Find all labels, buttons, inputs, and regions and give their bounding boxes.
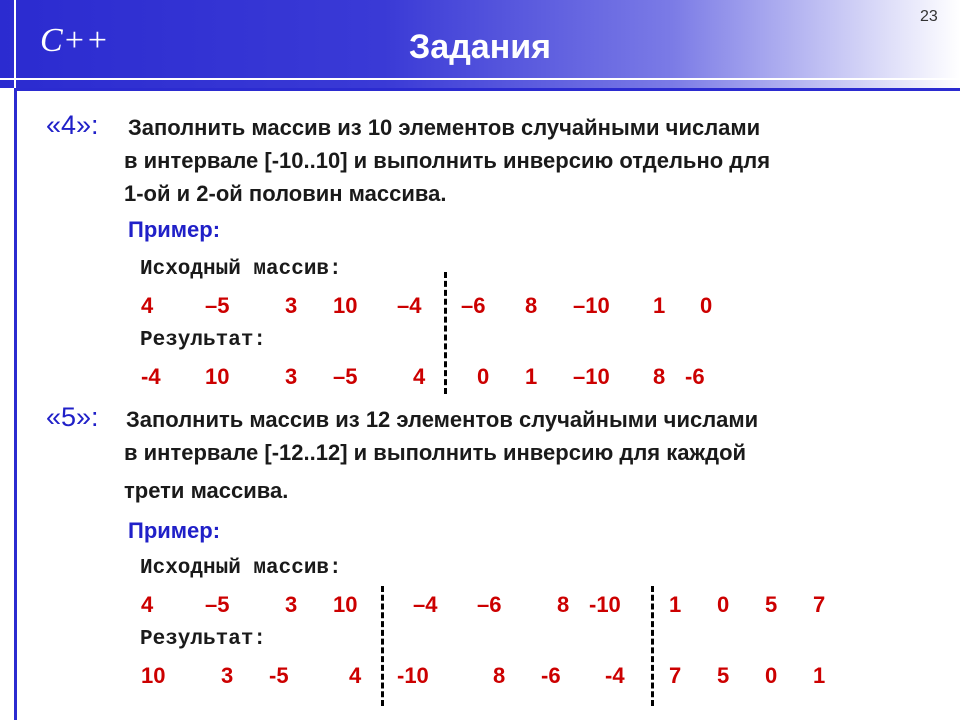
task-4-result-label: Результат: [140, 329, 267, 352]
task-4-line-2: в интервале [-10..10] и выполнить инверсию отдельно для [124, 148, 771, 173]
task-4-result-value: 1 [525, 364, 538, 389]
task-5-number: «5»: [46, 402, 99, 432]
task-4-source-value: 1 [653, 293, 666, 318]
task-5-result-value: 5 [717, 663, 730, 688]
task-4-source-value: –6 [461, 293, 486, 318]
task-5-result-value: -10 [397, 663, 429, 688]
task-5-line-3: трети массива. [124, 478, 289, 503]
task-4-result-value: -4 [141, 364, 161, 389]
task-4-result-value: 4 [413, 364, 426, 389]
task-5-source-value: –4 [413, 592, 438, 617]
task-5-result-value: -5 [269, 663, 289, 688]
task-4-source-label: Исходный массив: [140, 258, 342, 281]
left-rule-body [14, 88, 17, 720]
task-5-result-value: 1 [813, 663, 826, 688]
task-4-line-1: Заполнить массив из 10 элементов случайными числами [128, 115, 761, 140]
slide-title: Задания [409, 28, 551, 66]
task-5-source-value: -10 [589, 592, 621, 617]
header-divider [0, 78, 960, 80]
task-4-source-value: –4 [397, 293, 422, 318]
task-4-source-value: 4 [141, 293, 154, 318]
task-5-source-value: 4 [141, 592, 154, 617]
task-5-example-label: Пример: [128, 518, 221, 543]
task-4-result-value: -6 [685, 364, 705, 389]
task-5-result-value: 7 [669, 663, 682, 688]
task-5-third-divider-1 [381, 586, 384, 706]
task-5-source-value: 8 [557, 592, 570, 617]
task-4-source-value: –10 [573, 293, 610, 318]
task-5-source-value: 3 [285, 592, 298, 617]
task-5-source-value: 0 [717, 592, 730, 617]
cpp-logo: C++ [40, 22, 109, 59]
task-4-result-value: 0 [477, 364, 490, 389]
task-4-result-value: 10 [205, 364, 230, 389]
task-5-result-label: Результат: [140, 628, 267, 651]
task-5-result-value: 0 [765, 663, 778, 688]
task-5-source-value: –6 [477, 592, 502, 617]
task-5-source-value: 5 [765, 592, 778, 617]
task-5-source-value: 1 [669, 592, 682, 617]
task-4-result-value: –10 [573, 364, 610, 389]
task-4-source-value: 8 [525, 293, 538, 318]
task-5-line-1: Заполнить массив из 12 элементов случайными числами [126, 407, 759, 432]
task-5-source-value: 7 [813, 592, 826, 617]
task-5-source-value: 10 [333, 592, 358, 617]
task-5-source-label: Исходный массив: [140, 557, 342, 580]
task-5-source-value: –5 [205, 592, 230, 617]
task-4-source-value: –5 [205, 293, 230, 318]
header-underline [16, 88, 960, 91]
task-4-source-value: 3 [285, 293, 298, 318]
task-4-result-value: 8 [653, 364, 666, 389]
task-5-result-value: 3 [221, 663, 234, 688]
task-4-source-value: 10 [333, 293, 358, 318]
task-5-result-value: 8 [493, 663, 506, 688]
task-4-result-value: 3 [285, 364, 298, 389]
task-4-half-divider [444, 272, 447, 394]
task-5-result-value: 4 [349, 663, 362, 688]
task-4-result-value: –5 [333, 364, 358, 389]
task-5-result-value: 10 [141, 663, 166, 688]
task-4-source-value: 0 [700, 293, 713, 318]
task-5-result-value: -4 [605, 663, 625, 688]
task-4-number: «4»: [46, 110, 99, 140]
task-5-line-2: в интервале [-12..12] и выполнить инверсию для каждой [124, 440, 747, 465]
task-5-third-divider-2 [651, 586, 654, 706]
task-4-line-3: 1-ой и 2-ой половин массива. [124, 181, 447, 206]
task-5-result-value: -6 [541, 663, 561, 688]
page-number: 23 [920, 8, 938, 25]
task-4-example-label: Пример: [128, 217, 221, 242]
